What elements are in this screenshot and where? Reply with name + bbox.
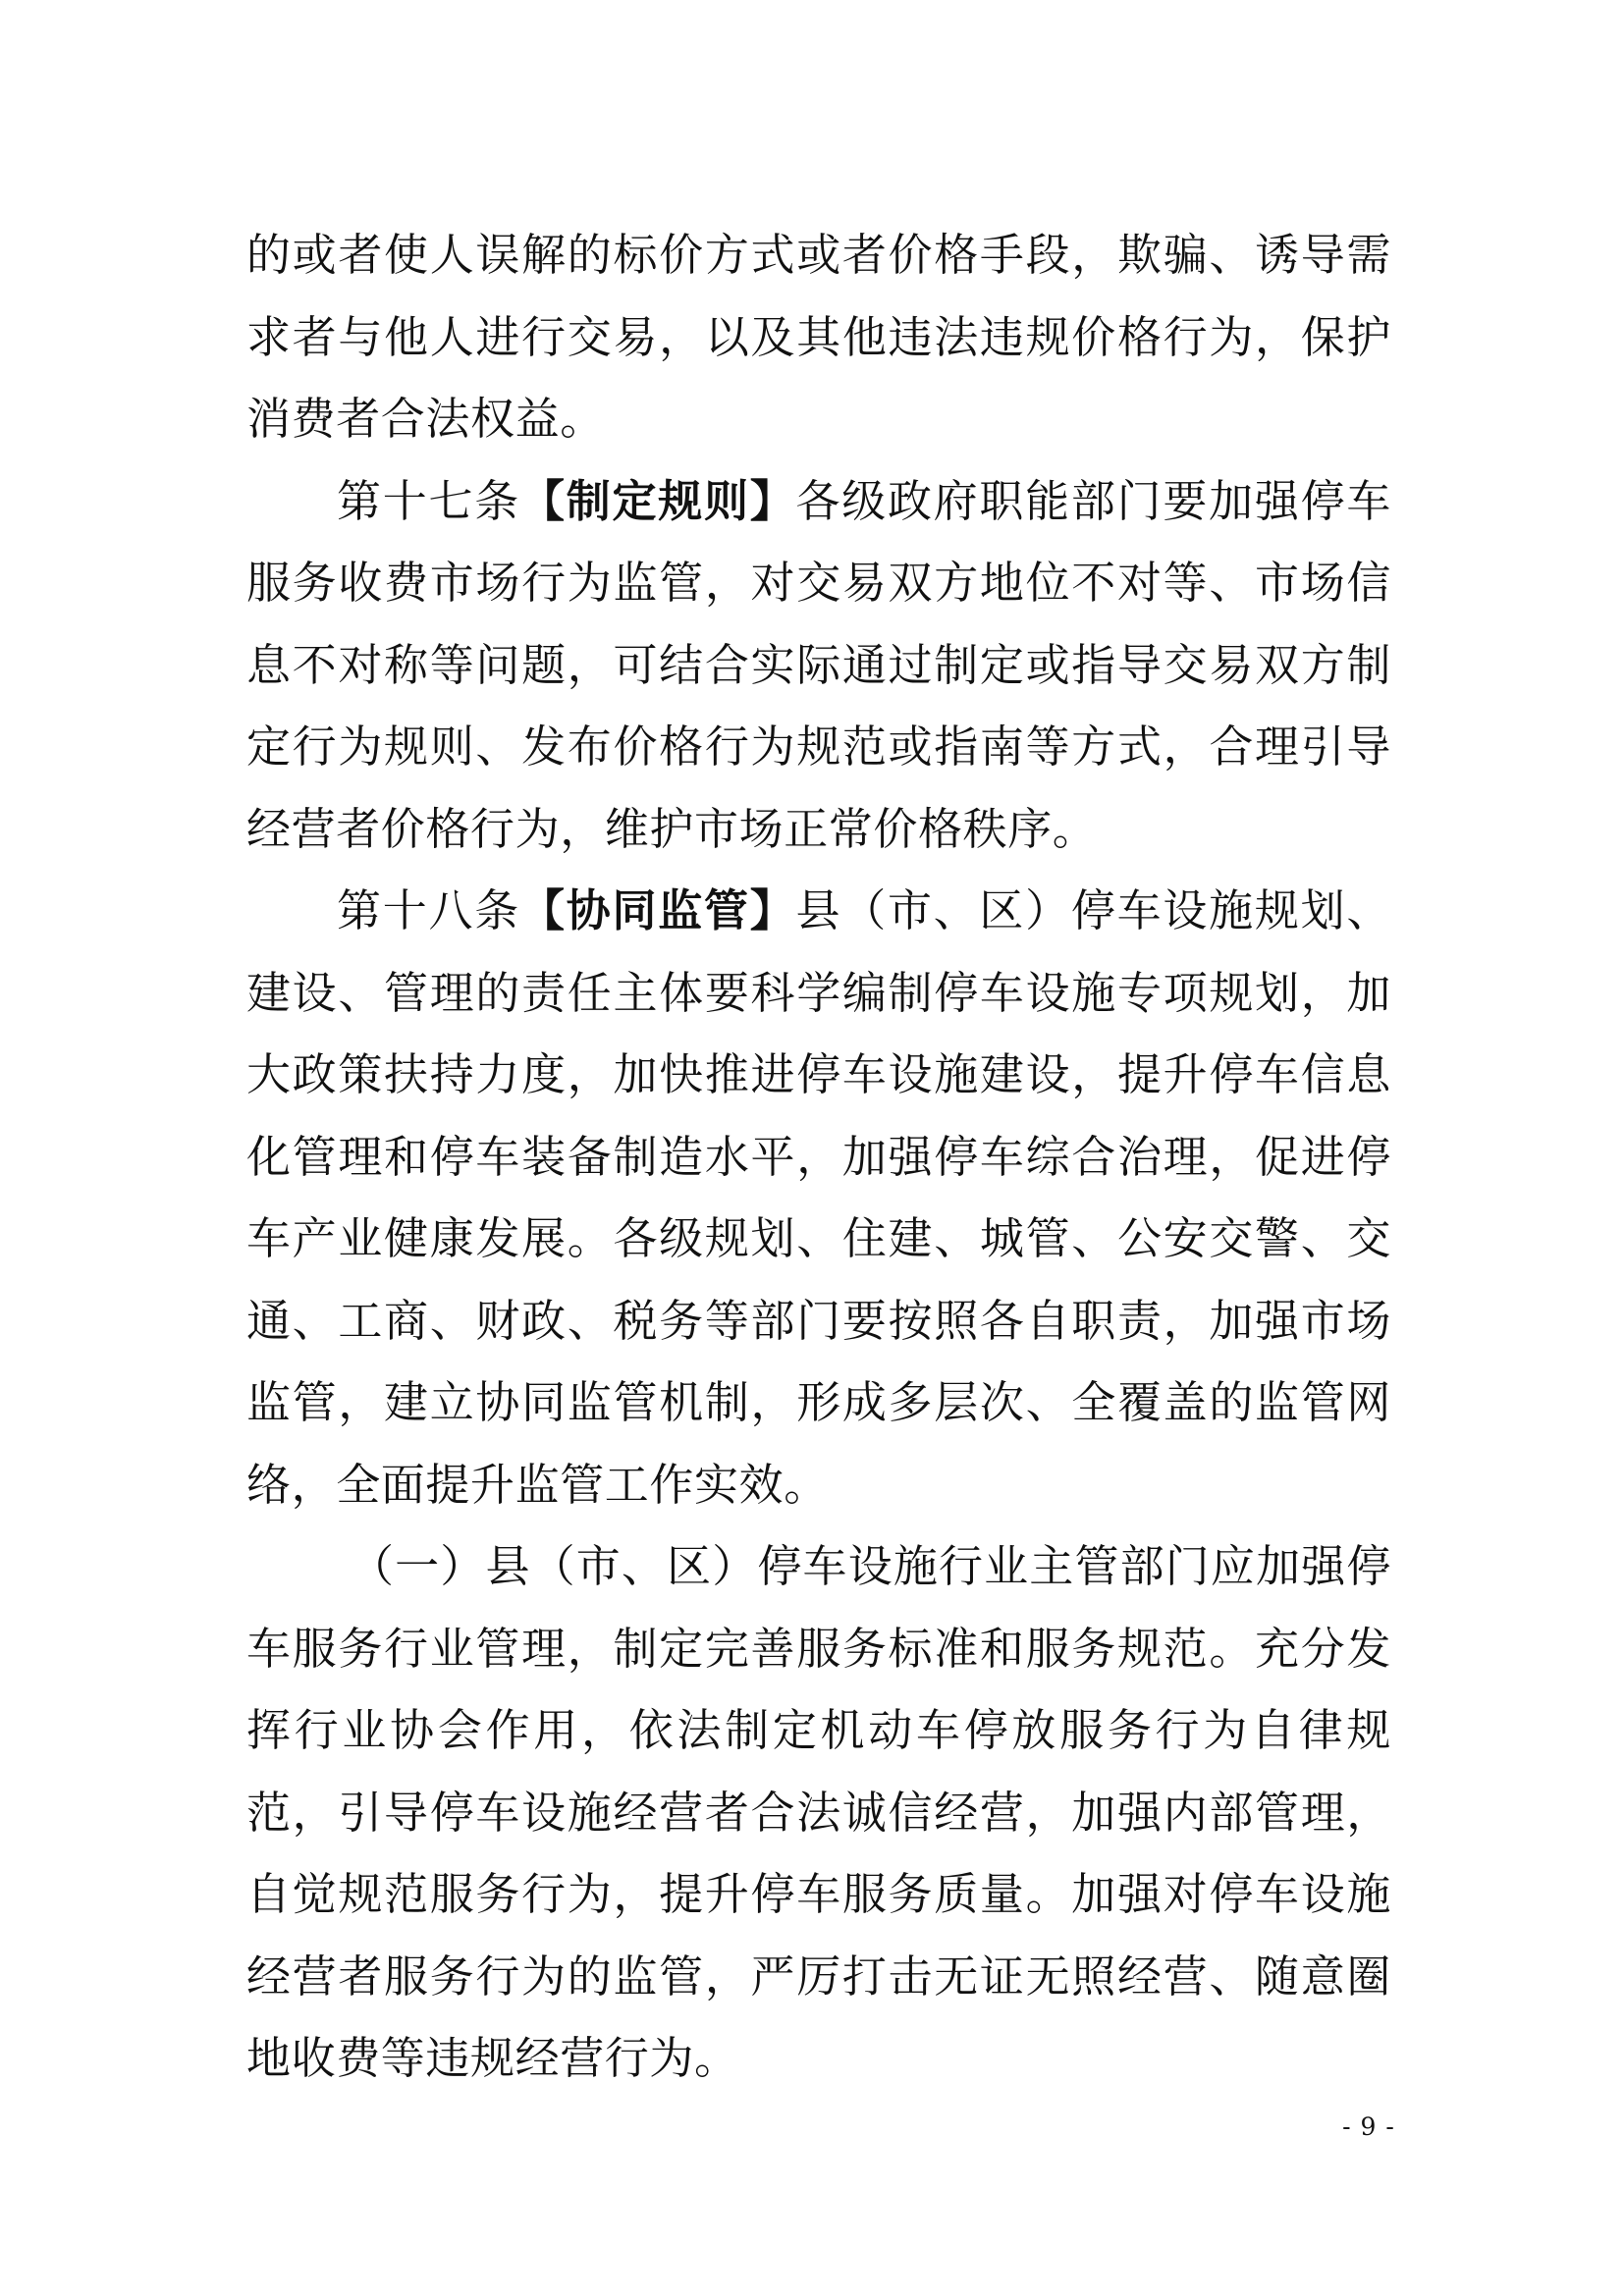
- article-18-heading: 【协同监管】: [519, 884, 796, 936]
- article-18-paragraph: [246, 870, 1391, 1525]
- article-17-paragraph: [246, 460, 1391, 871]
- article-17-body: 各级政府职能部门要加强停车服务收费市场行为监管，对交易双方地位不对等、市场信息不对称等问题，可结合实际通过制定或指导交易双方制定行为规则、发布价格行为规范或指南等方式，合理引导经营者价格行为，维护市场正常价格秩序。: [246, 474, 1391, 855]
- paragraph-continuation: 的或者使人误解的标价方式或者价格手段，欺骗、诱导需求者与他人进行交易，以及其他违法违规价格行为，保护消费者合法权益。: [246, 229, 1391, 445]
- clause-1-paragraph: （一）县（市、区）停车设施行业主管部门应加强停车服务行业管理，制定完善服务标准和服务规范。充分发挥行业协会作用，依法制定机动车停放服务行为自律规范，引导停车设施经营者合法诚信经营，加强内部管理，自觉规范服务行为，提升停车服务质量。加强对停车设施经营者服务行为的监管，严厉打击无证无照经营、随意圈地收费等违规经营行为。: [246, 1540, 1391, 2084]
- body-text: [246, 214, 1391, 2100]
- article-17-number: 第十七条: [337, 474, 520, 527]
- article-18-number: 第十八条: [337, 884, 520, 936]
- article-17-heading: 【制定规则】: [519, 474, 796, 527]
- article-18-body: 县（市、区）停车设施规划、建设、管理的责任主体要科学编制停车设施专项规划，加大政策扶持力度，加快推进停车设施建设，提升停车信息化管理和停车装备制造水平，加强停车综合治理，促进停车产业健康发展。各级规划、住建、城管、公安交警、交通、工商、财政、税务等部门要按照各自职责，加强市场监管，建立协同监管机制，形成多层次、全覆盖的监管网络，全面提升监管工作实效。: [246, 884, 1391, 1511]
- page-number: - 9 -: [1342, 2112, 1395, 2141]
